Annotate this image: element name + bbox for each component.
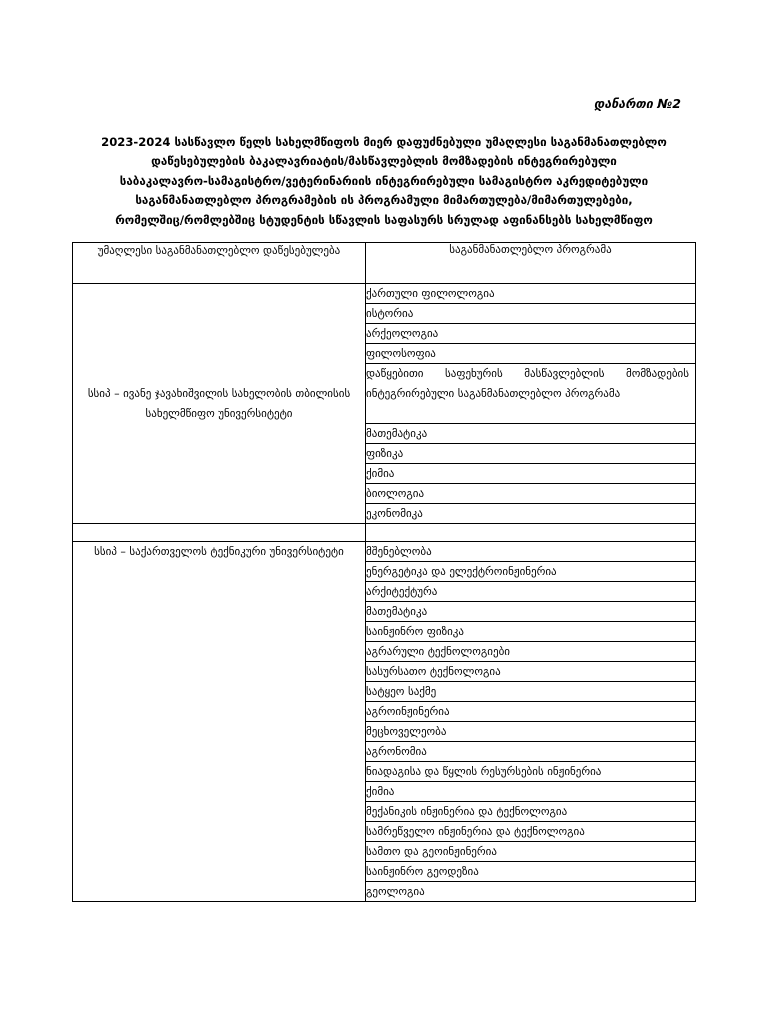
table-row xyxy=(73,284,696,304)
program-cell: აგრარული ტექნოლოგიები xyxy=(366,642,696,662)
document-title xyxy=(80,133,688,230)
institution-name: სსიპ – საქართველოს ტექნიკური უნივერსიტეტი xyxy=(94,545,344,558)
program-cell: მშენებლობა xyxy=(366,542,696,562)
header-program: საგანმანათლებლო პროგრამა xyxy=(366,243,696,284)
program-cell: გეოლოგია xyxy=(366,882,696,902)
program-cell: ბიოლოგია xyxy=(366,484,696,504)
program-cell: მეცხოველეობა xyxy=(366,722,696,742)
program-cell: ენერგეტიკა და ელექტროინჟინერია xyxy=(366,562,696,582)
program-cell: აგროინჟინერია xyxy=(366,702,696,722)
program-cell: მექანიკის ინჟინერია და ტექნოლოგია xyxy=(366,802,696,822)
program-cell: ქართული ფილოლოგია xyxy=(366,284,696,304)
program-cell: არქიტექტურა xyxy=(366,582,696,602)
program-cell: ეკონომიკა xyxy=(366,504,696,524)
table-row xyxy=(73,542,696,562)
institution-cell xyxy=(73,542,366,902)
institution-name: სსიპ – ივანე ჯავახიშვილის სახელობის თბილისის სახელმწიფო უნივერსიტეტი xyxy=(87,386,351,420)
program-cell: სამთო და გეოინჟინერია xyxy=(366,842,696,862)
blank-cell xyxy=(73,524,366,542)
program-cell: სასურსათო ტექნოლოგია xyxy=(366,662,696,682)
title-line: დაწესებულების ბაკალავრიატის/მასწავლებლის მომზადების ინტეგრირებული xyxy=(151,154,617,169)
blank-cell xyxy=(366,524,696,542)
title-line: საგანმანათლებლო პროგრამების ის პროგრამული მიმართულება/მიმართულებები, xyxy=(135,193,633,208)
institution-cell xyxy=(73,284,366,524)
header-institution: უმაღლესი საგანმანათლებლო დაწესებულება xyxy=(73,243,366,284)
blank-row xyxy=(73,524,696,542)
program-cell: ქიმია xyxy=(366,464,696,484)
table-header-row xyxy=(73,243,696,284)
program-cell: მათემატიკა xyxy=(366,424,696,444)
title-line: 2023-2024 სასწავლო წელს სახელმწიფოს მიერ დაფუძნებული უმაღლესი საგანმანათლებლო xyxy=(101,135,667,149)
program-cell: საინჟინრო გეოდეზია xyxy=(366,862,696,882)
program-cell: ნიადაგისა და წყლის რესურსების ინჟინერია xyxy=(366,762,696,782)
program-cell: არქეოლოგია xyxy=(366,324,696,344)
programs-table xyxy=(72,242,696,902)
annex-number: დანართი №2 xyxy=(593,96,681,111)
program-cell: სამრეწველო ინჟინერია და ტექნოლოგია xyxy=(366,822,696,842)
program-cell: საინჟინრო ფიზიკა xyxy=(366,622,696,642)
program-cell: ფილოსოფია xyxy=(366,344,696,364)
title-line: რომელშიც/რომლებშიც სტუდენტის სწავლის საფასურს სრულად აფინანსებს სახელმწიფო xyxy=(115,212,653,227)
program-cell: აგრონომია xyxy=(366,742,696,762)
program-cell: მათემატიკა xyxy=(366,602,696,622)
program-cell: სატყეო საქმე xyxy=(366,682,696,702)
program-cell: ქიმია xyxy=(366,782,696,802)
title-line: საბაკალავრო-სამაგისტრო/ვეტერინარიის ინტეგრირებული სამაგისტრო აკრედიტებული xyxy=(119,173,649,188)
program-cell: ისტორია xyxy=(366,304,696,324)
program-cell: ფიზიკა xyxy=(366,444,696,464)
program-cell: დაწყებითი საფეხურის მასწავლებლის მომზადების ინტეგრირებული საგანმანათლებლო პროგრამა xyxy=(366,364,696,424)
